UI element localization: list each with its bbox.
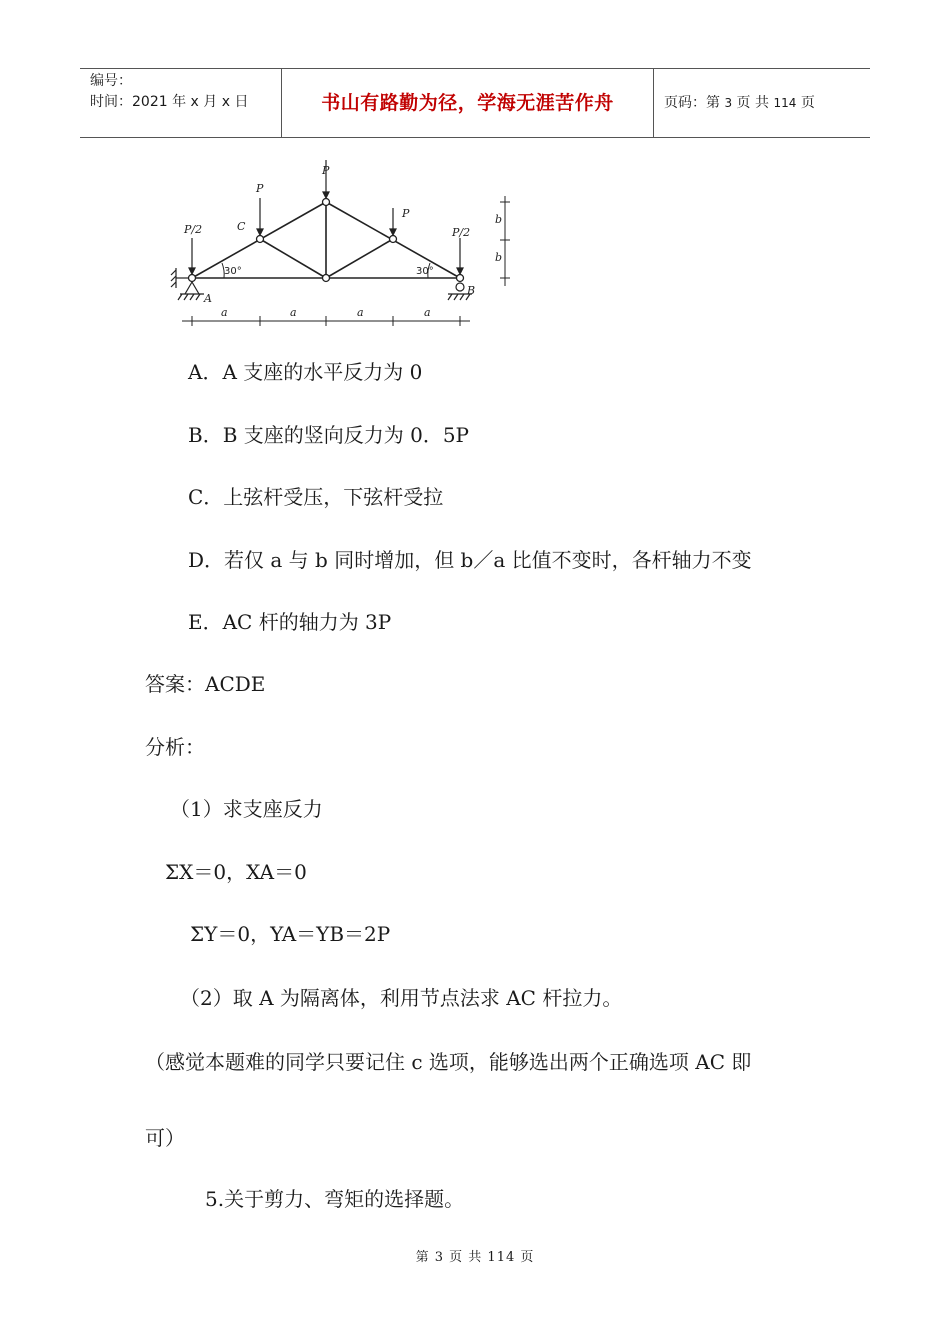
page-current: 3 <box>724 96 733 110</box>
label-dim-a2: a <box>290 306 297 319</box>
label-node-a: A <box>204 292 212 305</box>
label-dim-b2: b <box>495 251 503 264</box>
label-p2-right: P/2 <box>452 226 471 239</box>
analysis-label: 分析： <box>145 735 205 759</box>
label-angle-right: 30° <box>416 266 434 277</box>
dimension-lines <box>182 196 510 326</box>
page-footer: 第 3 页 共 114 页 <box>415 1250 535 1265</box>
equation-sum-y: ΣY＝0，YA＝YB＝2P <box>190 922 391 946</box>
note-line-2: 可） <box>145 1126 185 1150</box>
step-1: （1）求支座反力 <box>170 797 323 821</box>
page-header <box>80 68 870 138</box>
label-p-top: P <box>322 164 330 177</box>
label-p2-left: P/2 <box>184 223 203 236</box>
equation-sum-x: ΣX＝0，XA＝0 <box>165 860 307 884</box>
time-label: 时间：2021 年 x 月 x 日 <box>90 94 249 110</box>
option-e: E．AC 杆的轴力为 3P <box>188 610 392 634</box>
number-label: 编号： <box>90 73 132 89</box>
page-suffix: 页 <box>800 95 815 111</box>
label-dim-a1: a <box>221 306 228 319</box>
label-dim-b1: b <box>495 213 503 226</box>
label-angle-left: 30° <box>224 266 242 277</box>
page-total: 114 <box>773 96 797 110</box>
header-page-info <box>654 69 870 137</box>
option-a: A．A 支座的水平反力为 0 <box>188 360 423 384</box>
support-a <box>171 268 204 300</box>
option-c: C．上弦杆受压，下弦杆受拉 <box>188 485 444 509</box>
option-d: D．若仅 a 与 b 同时增加，但 b／a 比值不变时，各杆轴力不变 <box>188 548 752 572</box>
header-motto: 书山有路勤为径，学海无涯苦作舟 <box>282 69 654 137</box>
option-b: B．B 支座的竖向反力为 0．5P <box>188 423 470 447</box>
label-node-c: C <box>237 220 246 233</box>
label-dim-a3: a <box>357 306 364 319</box>
next-question: 5.关于剪力、弯矩的选择题。 <box>205 1187 465 1211</box>
page-prefix: 页码：第 <box>664 95 720 111</box>
label-p-left: P <box>256 182 264 195</box>
page-mid: 页 共 <box>736 95 769 111</box>
answer-line: 答案：ACDE <box>145 672 266 696</box>
truss-figure <box>140 156 530 336</box>
label-dim-a4: a <box>424 306 431 319</box>
header-meta-cell <box>80 69 282 137</box>
label-p-right: P <box>402 207 410 220</box>
step-2: （2）取 A 为隔离体，利用节点法求 AC 杆拉力。 <box>180 986 623 1010</box>
note-line-1: （感觉本题难的同学只要记住 c 选项，能够选出两个正确选项 AC 即 <box>145 1050 752 1074</box>
label-node-b: B <box>467 284 476 297</box>
